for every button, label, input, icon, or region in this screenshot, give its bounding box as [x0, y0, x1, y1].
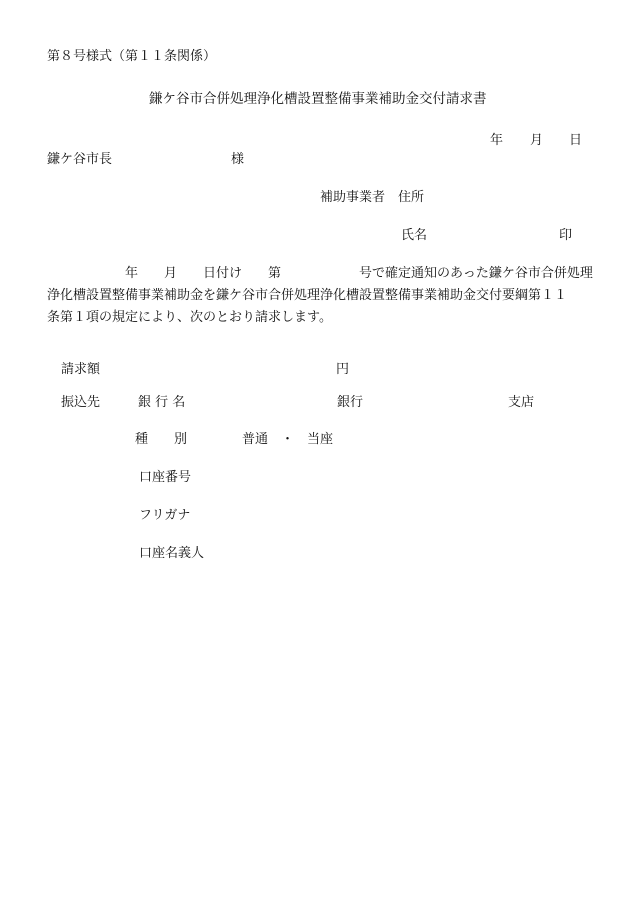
- bank-name-label: 銀 行 名: [138, 395, 186, 410]
- claim-label: 請求額: [61, 362, 101, 377]
- addressee-honorific: 様: [231, 152, 245, 167]
- body-line-3: 条第１項の規定により、次のとおり請求します。: [47, 310, 332, 325]
- applicant-address-label: 住所: [398, 190, 425, 205]
- date-year: 年: [490, 133, 504, 148]
- transfer-label: 振込先: [61, 395, 101, 410]
- form-number: 第８号様式（第１１条関係）: [47, 49, 217, 64]
- seal-mark: 印: [559, 228, 573, 243]
- document-title: 鎌ケ谷市合併処理浄化槽設置整備事業補助金交付請求書: [149, 91, 487, 107]
- bank-suffix: 銀行: [337, 395, 364, 410]
- branch-suffix: 支店: [508, 395, 535, 410]
- applicant-name-label: 氏名: [401, 228, 428, 243]
- body-paragraph: [47, 263, 593, 329]
- account-number-label: 口座番号: [139, 470, 192, 485]
- date-month: 月: [530, 133, 544, 148]
- account-type-options: 普通 ・ 当座: [242, 432, 334, 447]
- furigana-label: フリガナ: [139, 508, 191, 523]
- body-line-1: 年 月 日付け 第 号で確定通知のあった鎌ケ谷市合併処理: [47, 266, 593, 281]
- account-type-label: 種 別: [135, 432, 188, 447]
- date-day: 日: [569, 133, 583, 148]
- claim-unit: 円: [336, 362, 350, 377]
- body-line-2: 浄化槽設置整備事業補助金を鎌ケ谷市合併処理浄化槽設置整備事業補助金交付要綱第１１: [47, 288, 568, 303]
- addressee-name: 鎌ケ谷市長: [47, 152, 113, 167]
- account-holder-label: 口座名義人: [139, 546, 205, 561]
- applicant-role-label: 補助事業者: [320, 190, 386, 205]
